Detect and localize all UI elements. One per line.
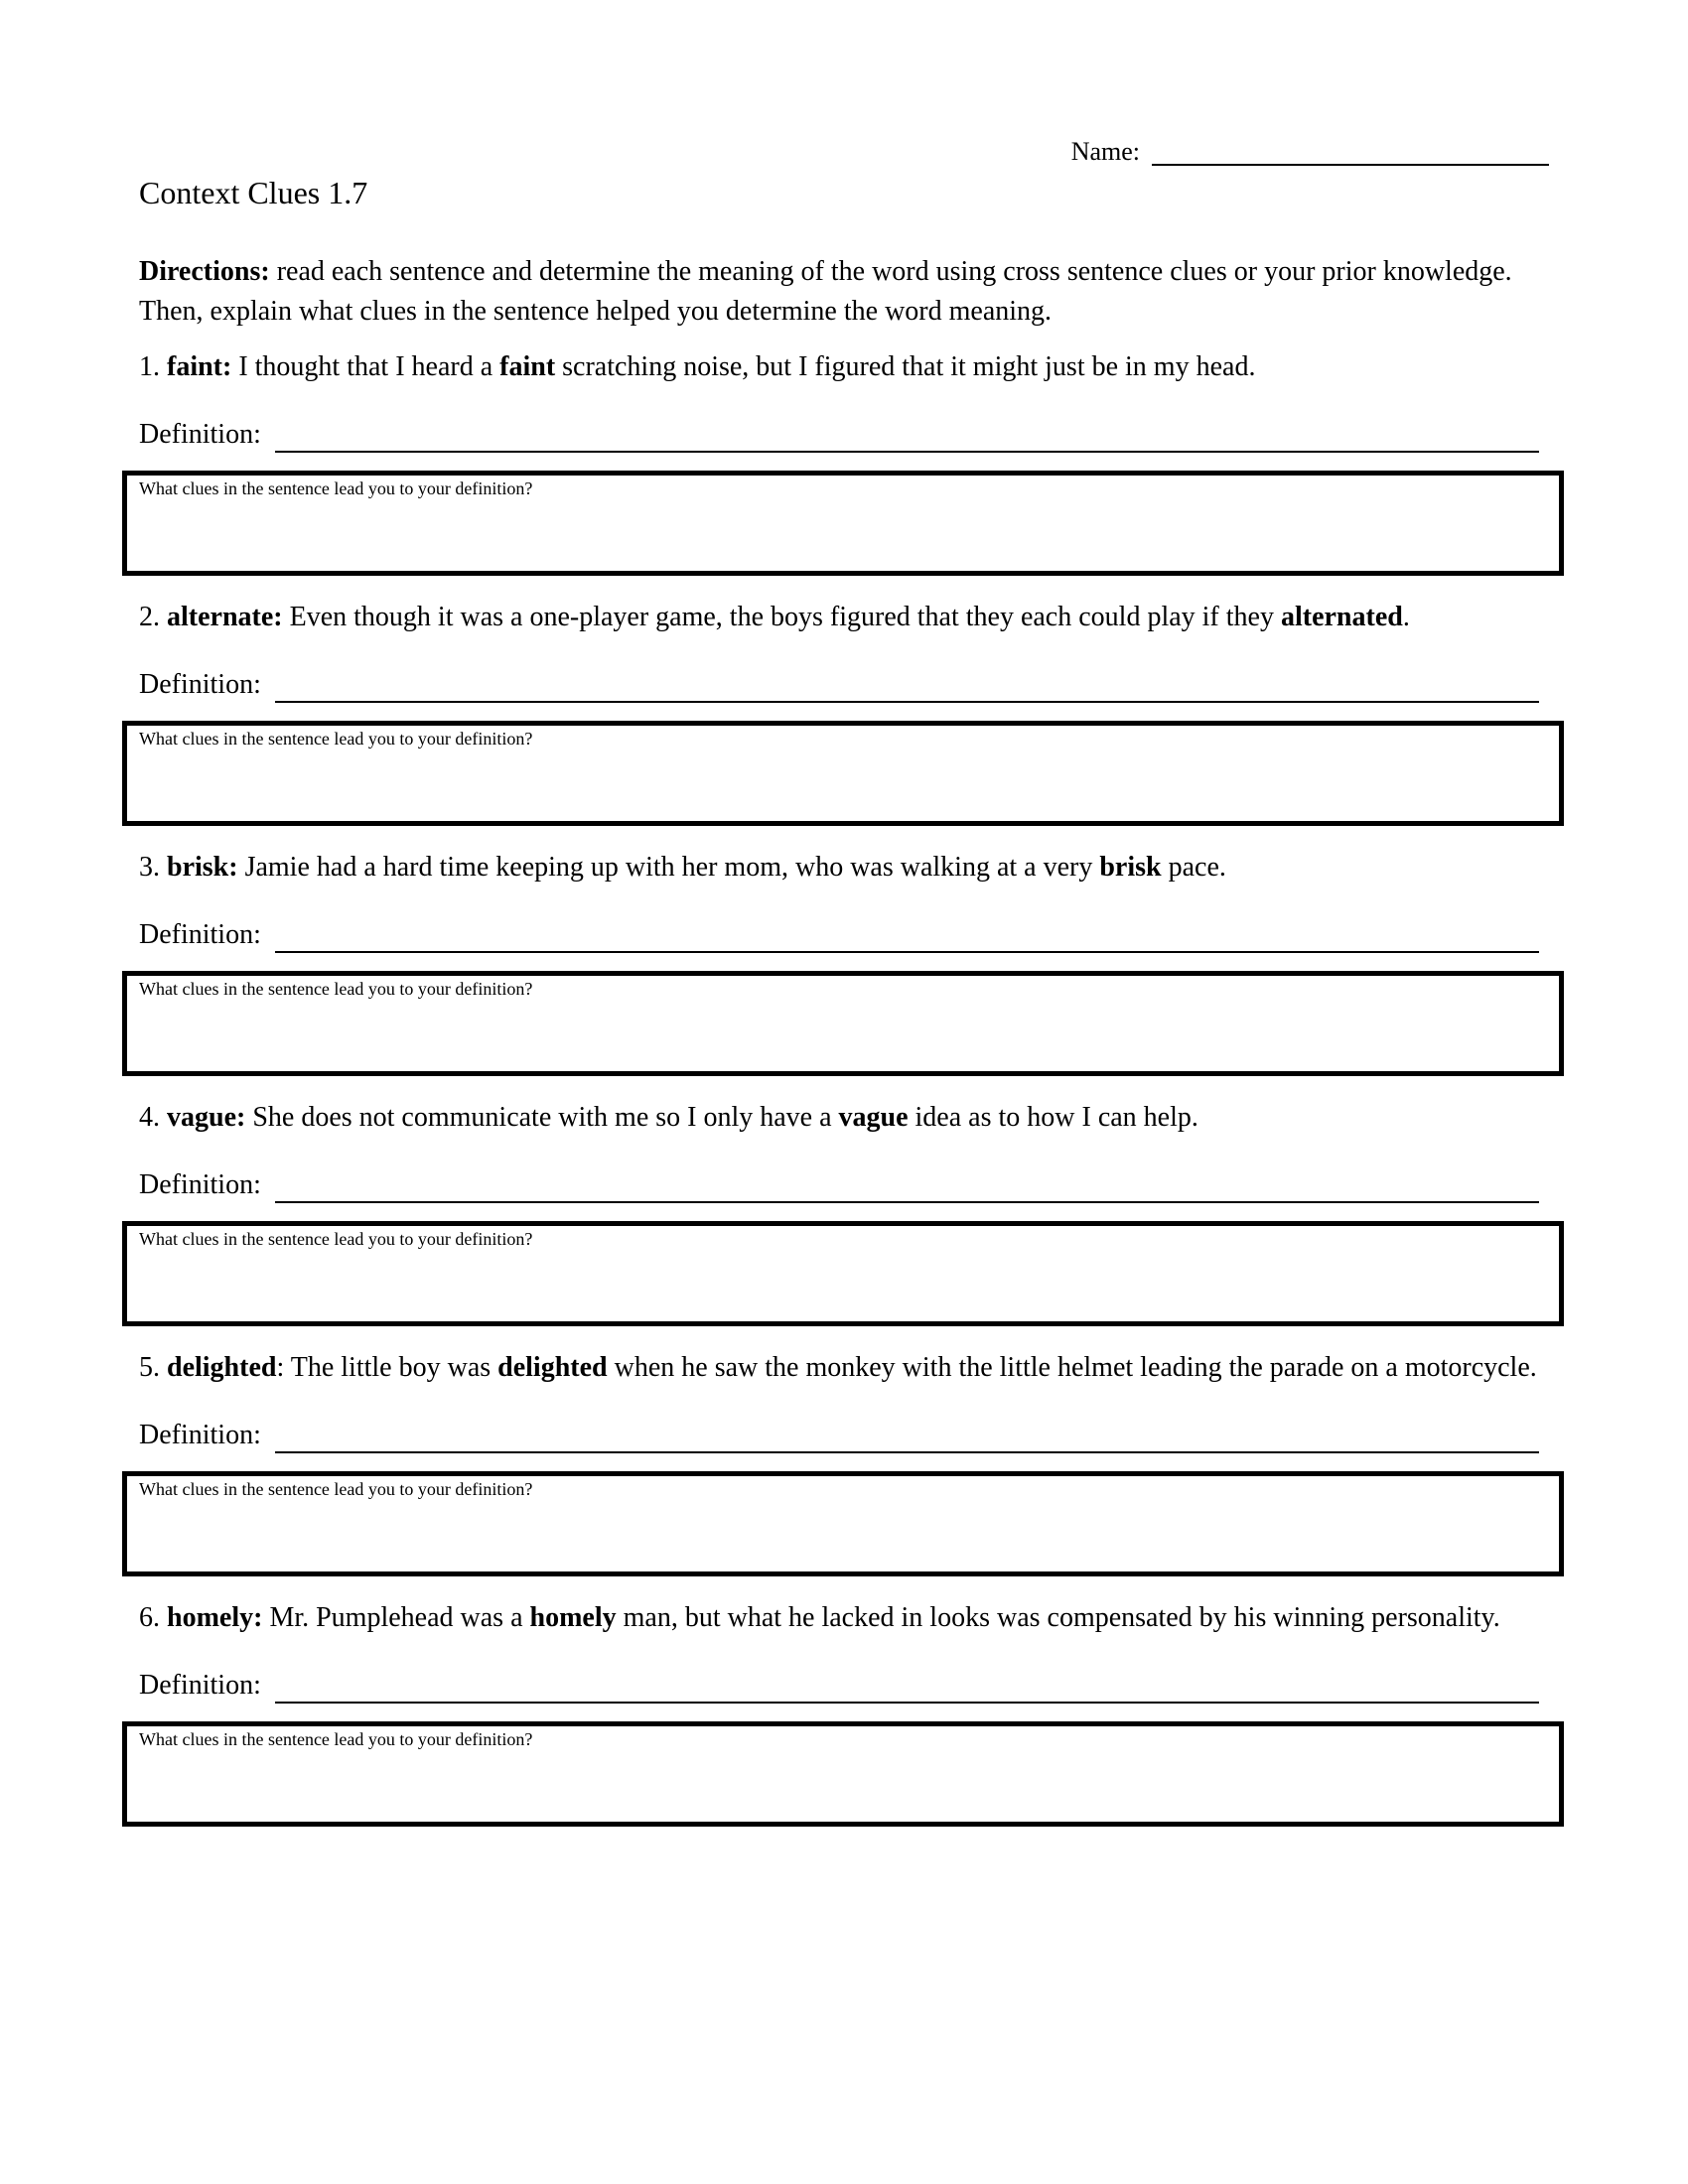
definition-blank-line-5[interactable] — [275, 1451, 1539, 1453]
vocab-word-bold: brisk — [1099, 852, 1162, 883]
vocab-term: homely: — [167, 1602, 263, 1633]
definition-row-2 — [139, 665, 1564, 705]
name-label: Name: — [1070, 137, 1140, 166]
definition-blank-line-6[interactable] — [275, 1702, 1539, 1704]
definition-blank-line-2[interactable] — [275, 701, 1539, 703]
question-sentence-3: 3. brisk: Jamie had a hard time keeping up with her mom, who was walking at a very brisk pace. — [139, 852, 1226, 883]
question-item-3 — [122, 848, 1564, 1076]
name-row — [122, 0, 1564, 167]
definition-row-5 — [139, 1416, 1564, 1455]
directions-label: Directions: — [139, 256, 270, 287]
name-blank-line[interactable] — [1152, 164, 1549, 166]
definition-row-1 — [139, 415, 1564, 455]
vocab-word-bold: homely — [529, 1602, 617, 1633]
page-title: Context Clues 1.7 — [139, 175, 368, 210]
definition-label: Definition: — [139, 919, 261, 950]
vocab-term: alternate: — [167, 602, 283, 632]
vocab-term: faint: — [167, 351, 232, 382]
question-item-6 — [122, 1598, 1564, 1827]
clue-answer-box-4[interactable] — [122, 1221, 1564, 1326]
clue-question: What clues in the sentence lead you to your definition? — [139, 729, 533, 749]
vocab-term: brisk: — [167, 852, 238, 883]
vocab-word-bold: delighted — [497, 1352, 608, 1383]
vocab-word-bold: faint — [499, 351, 556, 382]
question-sentence-2: 2. alternate: Even though it was a one-player game, the boys figured that they each could play if they alternated. — [139, 602, 1410, 632]
question-item-1 — [122, 347, 1564, 576]
question-item-2 — [122, 598, 1564, 826]
clue-question: What clues in the sentence lead you to your definition? — [139, 1229, 533, 1249]
definition-label: Definition: — [139, 669, 261, 700]
vocab-term: vague: — [167, 1102, 246, 1133]
clue-answer-box-5[interactable] — [122, 1471, 1564, 1576]
question-sentence-4: 4. vague: She does not communicate with me so I only have a vague idea as to how I can help. — [139, 1102, 1198, 1133]
question-sentence-1: 1. faint: I thought that I heard a faint scratching noise, but I figured that it might just be in my head. — [139, 351, 1256, 382]
vocab-word-bold: alternated — [1280, 602, 1403, 632]
question-item-4 — [122, 1098, 1564, 1326]
question-sentence-6: 6. homely: Mr. Pumplehead was a homely man, but what he lacked in looks was compensated by his winning personality. — [139, 1602, 1500, 1633]
definition-row-4 — [139, 1165, 1564, 1205]
clue-question: What clues in the sentence lead you to your definition? — [139, 1479, 533, 1499]
vocab-word-bold: vague — [838, 1102, 909, 1133]
definition-label: Definition: — [139, 1670, 261, 1701]
definition-row-6 — [139, 1666, 1564, 1706]
clue-answer-box-3[interactable] — [122, 971, 1564, 1076]
definition-label: Definition: — [139, 1420, 261, 1450]
clue-answer-box-2[interactable] — [122, 721, 1564, 826]
definition-blank-line-4[interactable] — [275, 1201, 1539, 1203]
clue-answer-box-1[interactable] — [122, 471, 1564, 576]
question-sentence-5: 5. delighted: The little boy was delighted when he saw the monkey with the little helmet leading the parade on a motorcycle. — [139, 1352, 1537, 1383]
definition-row-3 — [139, 915, 1564, 955]
clue-question: What clues in the sentence lead you to your definition? — [139, 979, 533, 999]
clue-answer-box-6[interactable] — [122, 1721, 1564, 1827]
definition-label: Definition: — [139, 419, 261, 450]
directions-paragraph — [139, 252, 1544, 332]
definition-blank-line-1[interactable] — [275, 451, 1539, 453]
question-item-5 — [122, 1348, 1564, 1576]
definition-blank-line-3[interactable] — [275, 951, 1539, 953]
clue-question: What clues in the sentence lead you to your definition? — [139, 1729, 533, 1749]
vocab-term: delighted — [167, 1352, 277, 1383]
directions-text: read each sentence and determine the meaning of the word using cross sentence clues or your prior knowledge. Then, explain what clues in the sentence helped you determine the word meaning. — [139, 256, 1512, 327]
clue-question: What clues in the sentence lead you to your definition? — [139, 478, 533, 498]
definition-label: Definition: — [139, 1169, 261, 1200]
